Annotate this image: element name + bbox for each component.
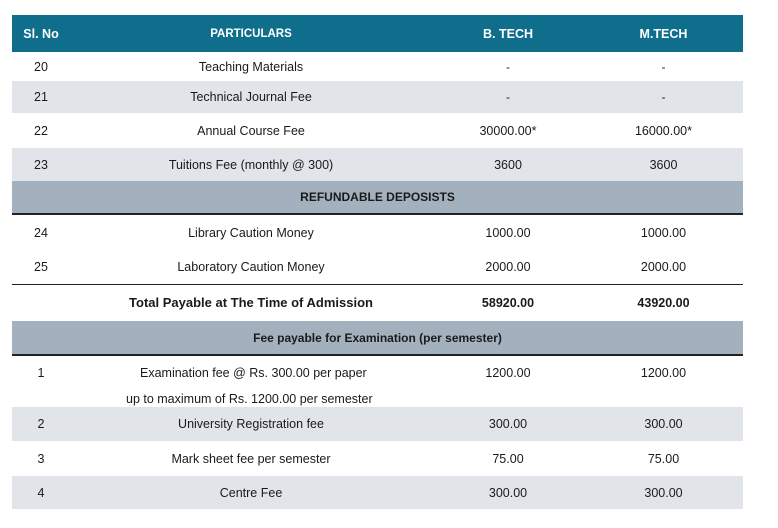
row-mtech: 300.00 <box>644 417 683 431</box>
fee-table <box>12 15 743 509</box>
refundable-deposits-heading <box>12 181 743 215</box>
section-title: Fee payable for Examination (per semester) <box>253 330 502 345</box>
row-sl: 21 <box>34 90 48 104</box>
table-row <box>12 441 743 476</box>
row-particular-line2: up to maximum of Rs. 1200.00 per semester <box>126 392 373 406</box>
row-particular: Mark sheet fee per semester <box>171 451 331 466</box>
exam-fee-heading <box>12 321 743 356</box>
row-btech: - <box>506 59 510 74</box>
row-particular: Library Caution Money <box>188 225 314 240</box>
table-row <box>12 81 743 113</box>
table-header <box>12 15 743 52</box>
row-sl: 24 <box>34 225 48 240</box>
row-sl: 3 <box>37 451 45 466</box>
total-mtech: 43920.00 <box>637 295 690 310</box>
table-row <box>12 250 743 284</box>
row-btech: 1200.00 <box>485 366 531 380</box>
header-btech: B. TECH <box>483 26 533 41</box>
row-mtech: 1000.00 <box>640 225 687 240</box>
row-sl: 2 <box>37 417 45 431</box>
row-btech: 300.00 <box>488 417 528 431</box>
table-row <box>12 356 743 407</box>
header-sl-no: Sl. No <box>23 26 59 41</box>
row-particular: Laboratory Caution Money <box>177 260 325 274</box>
header-mtech: M.TECH <box>639 26 688 41</box>
row-mtech: 75.00 <box>647 451 680 466</box>
row-sl: 4 <box>37 485 45 500</box>
table-row <box>12 148 743 181</box>
total-label: Total Payable at The Time of Admission <box>129 295 373 310</box>
row-sl: 22 <box>34 123 48 138</box>
row-particular: Tuitions Fee (monthly @ 300) <box>168 157 334 172</box>
row-sl: 1 <box>37 366 45 380</box>
row-mtech: 1200.00 <box>640 366 687 380</box>
row-mtech: 2000.00 <box>640 260 687 274</box>
row-particular: Centre Fee <box>219 485 283 500</box>
row-btech: 3600 <box>494 157 522 172</box>
row-sl: 25 <box>34 260 48 274</box>
table-row <box>12 52 743 81</box>
row-btech: 1000.00 <box>485 225 531 240</box>
table-row <box>12 113 743 148</box>
row-btech: 30000.00* <box>479 123 537 138</box>
header-particulars: PARTICULARS <box>210 27 292 40</box>
row-mtech: 300.00 <box>644 485 683 500</box>
row-particular: University Registration fee <box>178 417 324 431</box>
row-mtech: 3600 <box>649 157 678 172</box>
table-row <box>12 407 743 441</box>
row-btech: 300.00 <box>488 485 528 500</box>
row-btech: 75.00 <box>492 451 524 466</box>
row-particular: Teaching Materials <box>198 59 304 74</box>
total-btech: 58920.00 <box>481 295 535 310</box>
row-btech: 2000.00 <box>485 260 531 274</box>
row-mtech: - <box>661 90 666 104</box>
total-row <box>12 284 743 320</box>
row-particular-line1: Examination fee @ Rs. 300.00 per paper <box>140 366 367 380</box>
row-btech: - <box>506 90 510 104</box>
row-particular: Annual Course Fee <box>197 123 305 138</box>
row-mtech: 16000.00* <box>634 123 692 138</box>
table-row <box>12 215 743 250</box>
row-mtech: - <box>661 59 666 74</box>
table-row <box>12 476 743 509</box>
row-sl: 23 <box>34 157 48 172</box>
row-sl: 20 <box>34 59 48 74</box>
section-title: REFUNDABLE DEPOSISTS <box>300 190 455 204</box>
row-particular: Technical Journal Fee <box>190 90 312 104</box>
